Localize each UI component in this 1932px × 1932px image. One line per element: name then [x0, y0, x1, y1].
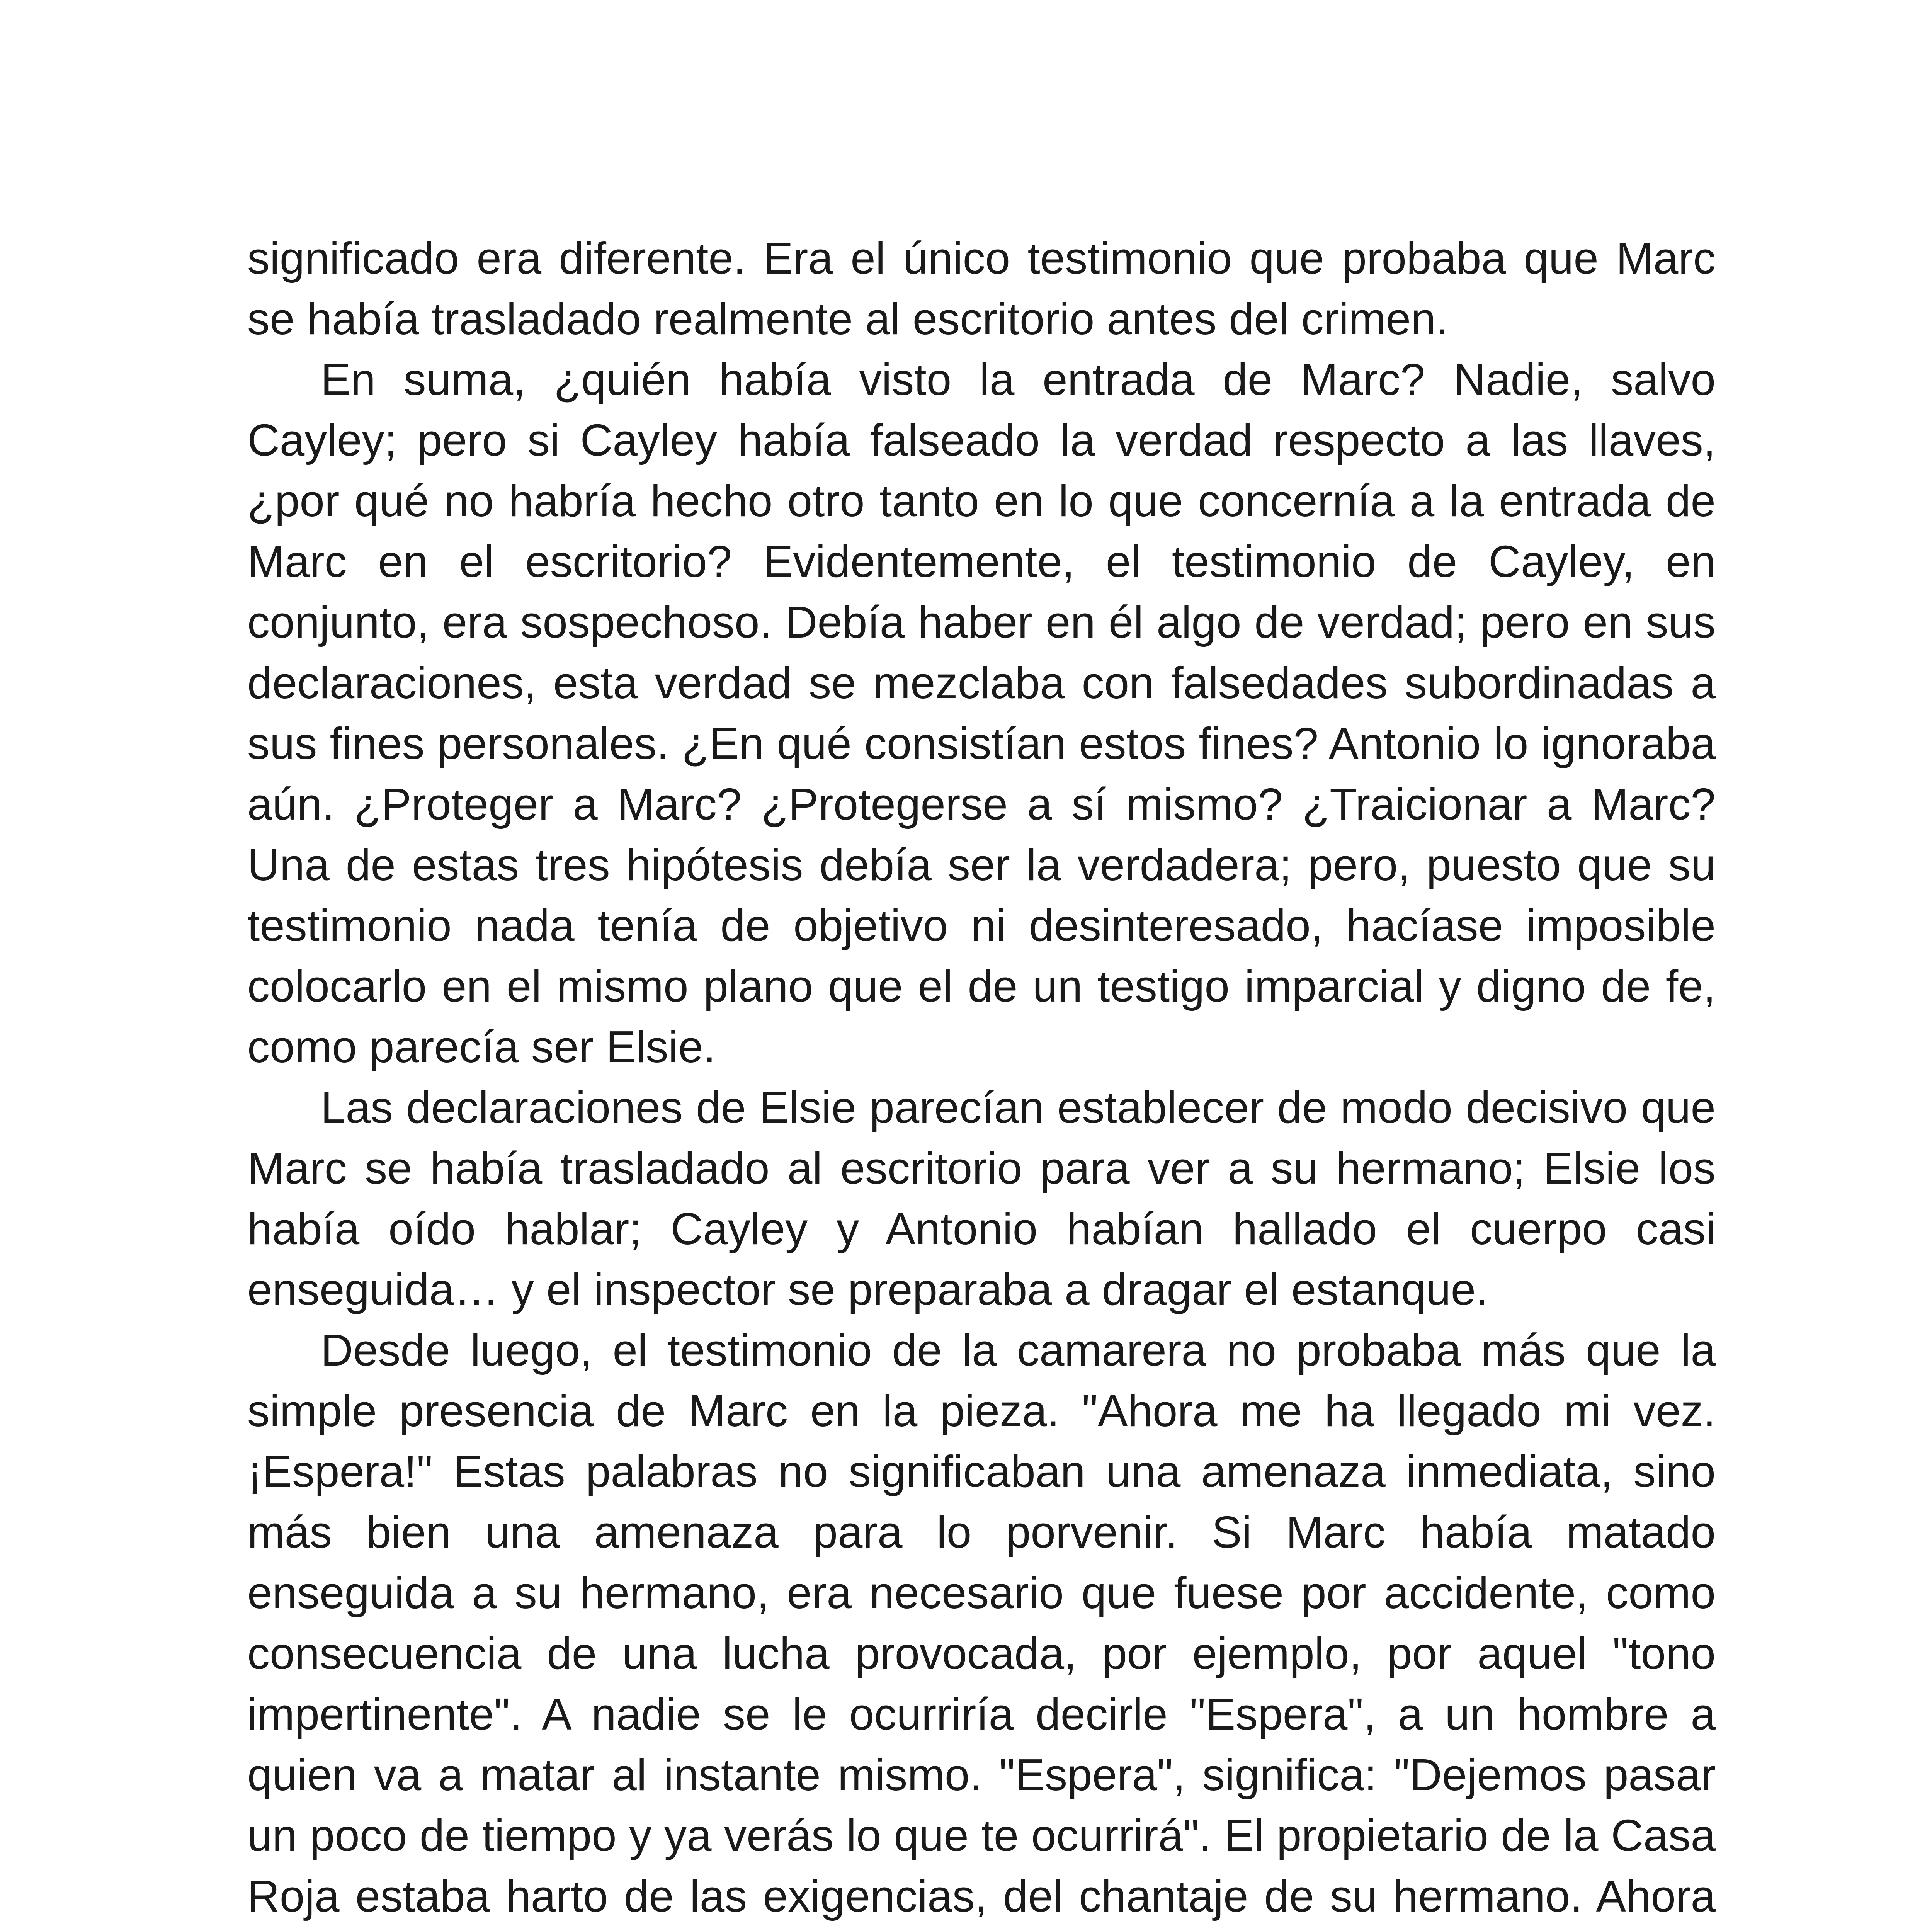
paragraph-continuation: significado era diferente. Era el único testimonio que probaba que Marc se había trasladado realmente al escritorio antes del crimen. [247, 233, 1716, 344]
paragraph: En suma, ¿quién había visto la entrada de Marc? Nadie, salvo Cayley; pero si Cayley había falseado la verdad respecto a las llaves, ¿por qué no habría hecho otro tanto en lo que concernía a la entrada de Marc en el escritorio? Evidentemente, el testimonio de Cayley, en conjunto, era sospechoso. Debía haber en él algo de verdad; pero en sus declaraciones, esta verdad se mezclaba con falsedades subordinadas a sus fines personales. ¿En qué consistían estos fines? Antonio lo ignoraba aún. ¿Proteger a Marc? ¿Protegerse a sí mismo? ¿Traicionar a Marc? Una de estas tres hipótesis debía ser la verdadera; pero, puesto que su testimonio nada tenía de objetivo ni desinteresado, hacíase imposible colocarlo en el mismo plano que el de un testigo imparcial y digno de fe, como parecía ser Elsie. [247, 354, 1716, 1072]
paragraph: Las declaraciones de Elsie parecían establecer de modo decisivo que Marc se había trasladado al escritorio para ver a su hermano; Elsie los había oído hablar; Cayley y Antonio habían hallado el cuerpo casi enseguida… y el inspector se preparaba a dragar el estanque. [247, 1082, 1716, 1315]
paragraph: Desde luego, el testimonio de la camarera no probaba más que la simple presencia de Marc en la pieza. "Ahora me ha llegado mi vez. ¡Espera!" Estas palabras no significaban una amenaza inmediata, sino más bien una amenaza para lo porvenir. Si Marc había matado enseguida a su hermano, era necesario que fuese por accidente, como consecuencia de una lucha provocada, por ejemplo, por aquel "tono impertinente". A nadie se le ocurriría decirle "Espera", a un hombre a quien va a matar al instante mismo. "Espera", significa: "Dejemos pasar un poco de tiempo y ya verás lo que te ocurrirá". El propietario de la Casa Roja estaba harto de las exigencias, del chantaje de su hermano. Ahora [247, 1325, 1716, 1921]
body-text [247, 228, 1716, 1932]
